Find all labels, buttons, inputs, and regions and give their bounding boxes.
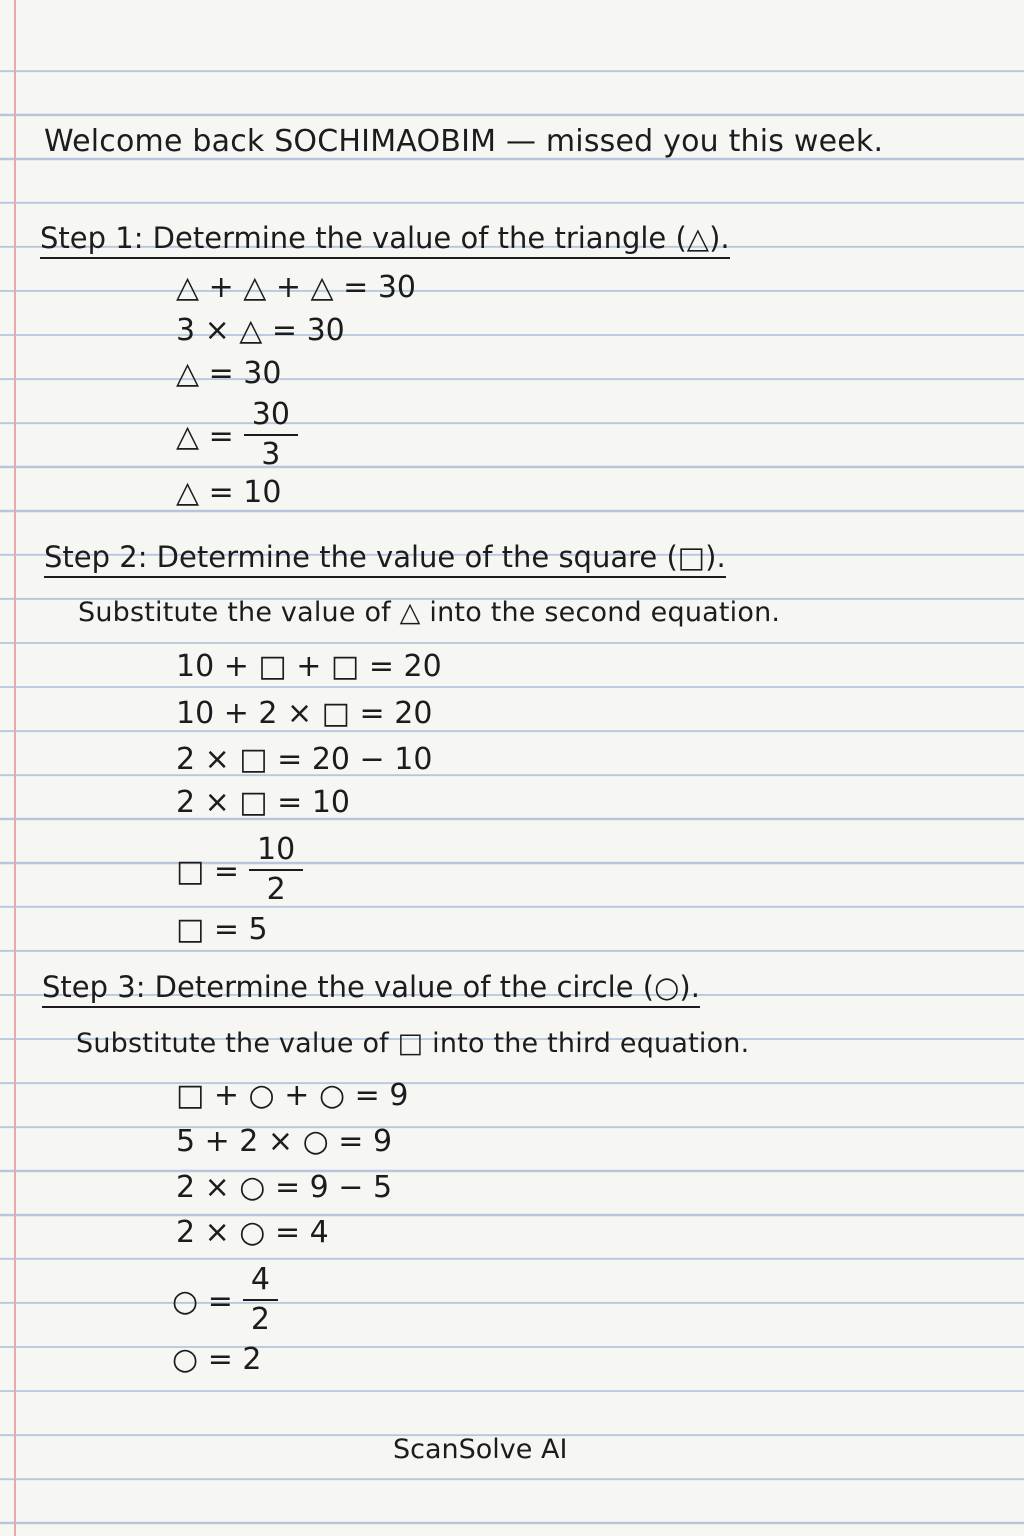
step-2-instruction: Substitute the value of △ into the second equation. [78,597,781,628]
equation-line: 2 × □ = 20 − 10 [176,742,433,777]
equation-line: □ + ○ + ○ = 9 [176,1078,409,1113]
fraction [244,398,298,474]
fraction-numerator: 4 [243,1263,278,1301]
fraction-denominator: 2 [250,1302,270,1337]
equation-line: 2 × □ = 10 [176,785,351,820]
fraction [249,833,303,909]
greeting: Welcome back SOCHIMAOBIM — missed you this week. [44,124,884,159]
fraction-lhs: △ = [176,418,234,454]
equation-line: △ = 30 [176,356,282,391]
fraction-equation [176,398,298,474]
fraction [243,1263,278,1339]
fraction-numerator: 10 [249,833,303,871]
step-1-title: Step 1: Determine the value of the triangle (△). [40,221,730,259]
equation-result: ○ = 2 [172,1342,262,1377]
fraction-equation [176,833,303,909]
step-3-instruction: Substitute the value of □ into the third equation. [76,1028,750,1059]
equation-line: 10 + □ + □ = 20 [176,649,442,684]
fraction-denominator: 2 [266,872,286,907]
equation-line: 2 × ○ = 4 [176,1215,329,1250]
equation-result: □ = 5 [176,912,268,947]
fraction-lhs: ○ = [172,1283,233,1319]
fraction-equation [172,1263,278,1339]
equation-line: 3 × △ = 30 [176,313,345,348]
fraction-denominator: 3 [261,437,281,472]
margin-line [14,0,16,1536]
equation-line: △ + △ + △ = 30 [176,270,417,305]
fraction-numerator: 30 [244,398,298,436]
fraction-lhs: □ = [176,853,240,889]
footer-brand: ScanSolve AI [393,1434,568,1465]
equation-line: 5 + 2 × ○ = 9 [176,1124,393,1159]
equation-line: 2 × ○ = 9 − 5 [176,1170,393,1205]
equation-line: 10 + 2 × □ = 20 [176,696,433,731]
equation-result: △ = 10 [176,475,282,510]
step-2-title: Step 2: Determine the value of the square (□). [44,540,726,578]
step-3-title: Step 3: Determine the value of the circle (○). [42,970,700,1008]
